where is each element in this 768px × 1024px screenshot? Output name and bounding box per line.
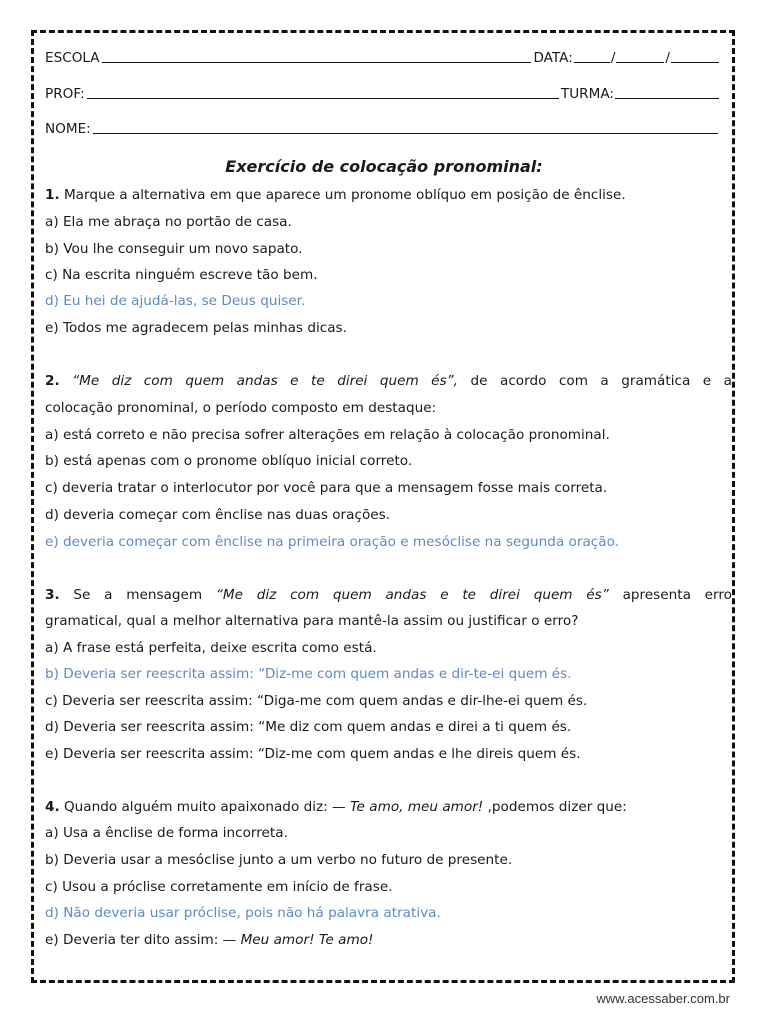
q2-option-a: a) está correto e não precisa sofrer alterações em relação à colocação pronominal. xyxy=(45,427,610,443)
q3-text-post: apresenta erro xyxy=(622,587,732,603)
prof-label: PROF: xyxy=(45,86,85,102)
q1-option-b: b) Vou lhe conseguir um novo sapato. xyxy=(45,241,303,257)
q4-option-b: b) Deveria usar a mesóclise junto a um verbo no futuro de presente. xyxy=(45,852,513,868)
q3-text-pre: Se a mensagem xyxy=(73,587,203,603)
name-label: NOME: xyxy=(45,121,91,137)
q4-option-d-answer: d) Não deveria usar próclise, pois não há palavra atrativa. xyxy=(45,905,441,921)
school-blank[interactable] xyxy=(102,61,532,63)
q2-option-d: d) deveria começar com ênclise nas duas orações. xyxy=(45,507,391,523)
school-row xyxy=(45,50,720,66)
q2-number: 2. xyxy=(45,373,60,389)
q4-option-a: a) Usa a ênclise de forma incorreta. xyxy=(45,825,288,841)
class-label: TURMA: xyxy=(560,86,614,102)
q1-option-d-answer: d) Eu hei de ajudá-las, se Deus quiser. xyxy=(45,293,306,309)
question-4 xyxy=(45,799,627,815)
date-day-blank[interactable] xyxy=(574,61,610,63)
q4-option-c: c) Usou a próclise corretamente em início de frase. xyxy=(45,879,393,895)
question-3-line-1 xyxy=(45,587,732,603)
date-year-blank[interactable] xyxy=(671,61,719,63)
question-1 xyxy=(45,187,626,203)
date-sep-2: / xyxy=(665,50,670,66)
q1-number: 1. xyxy=(45,187,60,203)
school-label: ESCOLA xyxy=(45,50,100,66)
q3-option-d: d) Deveria ser reescrita assim: “Me diz com quem andas e direi a ti quem és. xyxy=(45,719,572,735)
q3-option-b-answer: b) Deveria ser reescrita assim: “Diz-me com quem andas e dir-te-ei quem és. xyxy=(45,666,572,682)
q3-number: 3. xyxy=(45,587,60,603)
page-title: Exercício de colocação pronominal: xyxy=(225,157,543,176)
q2-text-1: de acordo com a gramática e a xyxy=(470,373,732,389)
q4-text-pre: Quando alguém muito apaixonado diz: — xyxy=(59,799,350,815)
q3-quote: “Me diz com quem andas e te direi quem és” xyxy=(215,587,609,603)
q2-option-c: c) deveria tratar o interlocutor por você para que a mensagem fosse mais correta. xyxy=(45,480,608,496)
q2-quote: “Me diz com quem andas e te direi quem és”, xyxy=(72,373,458,389)
q2-option-b: b) está apenas com o pronome oblíquo inicial correto. xyxy=(45,453,413,469)
q4-option-e xyxy=(45,932,374,948)
q4-quote: Te amo, meu amor! xyxy=(349,799,484,815)
q3-option-c: c) Deveria ser reescrita assim: “Diga-me com quem andas e dir-lhe-ei quem és. xyxy=(45,693,588,709)
q1-text: Marque a alternativa em que aparece um pronome oblíquo em posição de ênclise. xyxy=(59,187,626,203)
q1-option-a: a) Ela me abraça no portão de casa. xyxy=(45,214,292,230)
footer-url: www.acessaber.com.br xyxy=(596,991,730,1006)
q2-text-2: colocação pronominal, o período composto em destaque: xyxy=(45,400,437,416)
q1-option-e: e) Todos me agradecem pelas minhas dicas. xyxy=(45,320,347,336)
q3-option-e: e) Deveria ser reescrita assim: “Diz-me com quem andas e lhe direis quem és. xyxy=(45,746,581,762)
q3-option-a: a) A frase está perfeita, deixe escrita como está. xyxy=(45,640,377,656)
q3-text-2: gramatical, qual a melhor alternativa para mantê-la assim ou justificar o erro? xyxy=(45,613,579,629)
question-2-line-1 xyxy=(45,373,732,389)
q4-option-e-quote: Meu amor! Te amo! xyxy=(240,932,374,948)
date-label: DATA: xyxy=(533,50,573,66)
q1-option-c: c) Na escrita ninguém escreve tão bem. xyxy=(45,267,318,283)
q4-number: 4. xyxy=(45,799,60,815)
date-month-blank[interactable] xyxy=(616,61,664,63)
name-row xyxy=(45,121,720,137)
q2-option-e-answer: e) deveria começar com ênclise na primeira oração e mesóclise na segunda oração. xyxy=(45,534,619,550)
q4-text-post: ,podemos dizer que: xyxy=(483,799,627,815)
prof-row xyxy=(45,86,720,102)
date-sep-1: / xyxy=(610,50,616,66)
prof-blank[interactable] xyxy=(87,97,559,99)
name-blank[interactable] xyxy=(93,132,718,134)
class-blank[interactable] xyxy=(615,97,719,99)
q4-option-e-text: e) Deveria ter dito assim: — xyxy=(45,932,241,948)
